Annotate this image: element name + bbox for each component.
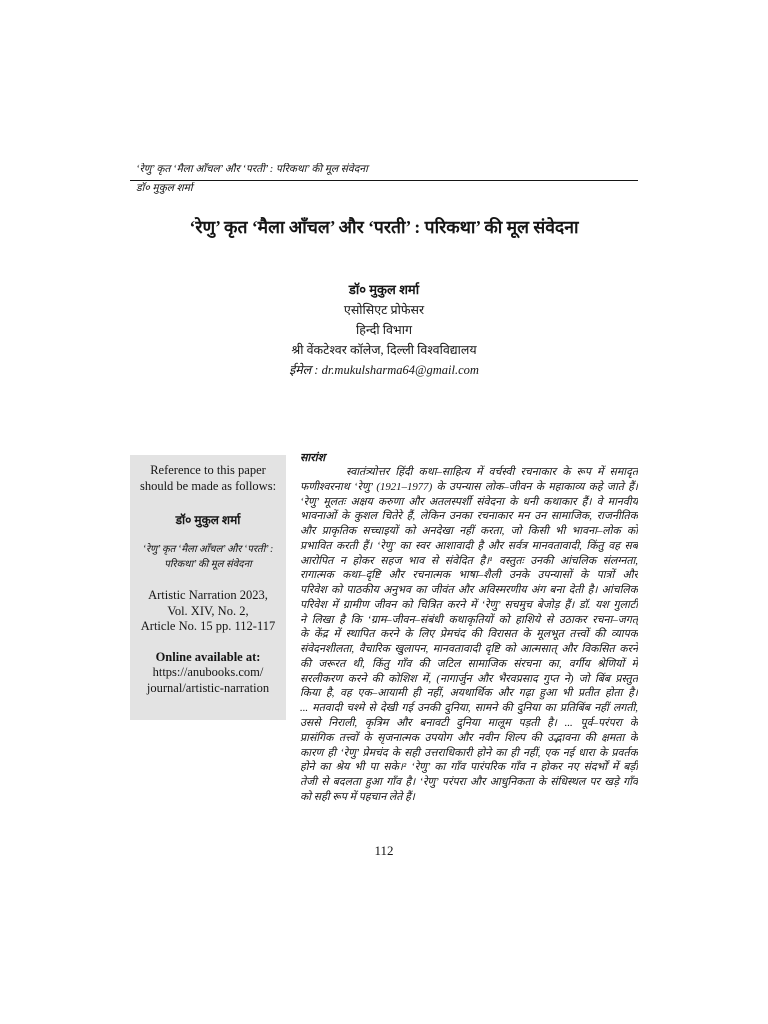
citation-box (130, 455, 286, 720)
author-department: हिन्दी विभाग (356, 323, 412, 337)
citation-url-line[interactable]: https://anubooks.com/ (152, 665, 264, 679)
citation-journal (134, 588, 282, 635)
online-available-label: Online available at: (155, 650, 261, 664)
email-label: ईमेल : (289, 363, 319, 377)
abstract-line: ‘रेणु’ मूलतः अक्षय करुणा और अतलस्पर्शी संवेदना के धनी कथाकार हैं। वे मानवीय (300, 495, 638, 508)
abstract-line: सरलीकरण करने की कोशिश में, (नागार्जुन और भैरवप्रसाद गुप्त ने) जो बिंब प्रस्तुत (300, 672, 638, 685)
abstract-line: संवेदनशीलता, वैचारिक खुलापन, मानवतावादी दृष्टि को आत्मसात् और विकसित करने (300, 643, 638, 656)
article-title: ‘रेणु’ कृत ‘मैला आँचल’ और ‘परती’ : परिकथा’ की मूल संवेदना (189, 217, 579, 237)
abstract-body (300, 465, 638, 805)
page-number: 112 (374, 843, 394, 858)
abstract-line: भावनाओं के कुशल चितेरे हैं, लेकिन उनका रचनाकार मन उन सामाजिक, राजनीतिक (300, 510, 638, 523)
author-email-line (164, 361, 604, 379)
abstract-line: और प्राकृतिक सच्चाइयों को अनदेखा नहीं करता, जो किसी भी भावना–लोक को (300, 525, 638, 538)
abstract-line: रागात्मक कथा–दृष्टि और रचनात्मक भाषा–शैली उनके उपन्यासों के पात्रों और (300, 569, 638, 582)
citation-url[interactable] (134, 665, 282, 696)
citation-journal-line: Artistic Narration 2023, (148, 588, 268, 602)
abstract-line: तेजी से बदलता हुआ गाँव है। ‘रेणु’ परंपरा और आधुनिकता के संधिस्थल पर खड़े गाँव (300, 776, 638, 789)
abstract-line: उससे निराली, कृत्रिम और बनावटी दुनिया मालूम पड़ती है। ... पूर्व–परंपरा के (300, 717, 638, 730)
abstract-line: को सही रूप में पहचान लेते हैं। (300, 790, 415, 803)
author-email[interactable]: dr.mukulsharma64@gmail.com (321, 363, 479, 377)
abstract-line: के केंद्र में स्थापित करने के लिए प्रेमचंद की विरासत के मूलभूत तत्त्वों की व्यापक (300, 628, 638, 641)
citation-article-title: ‘रेणु’ कृत ‘मैला आँचल’ और ‘परती’ : परिकथा’ की मूल संवेदना (142, 544, 274, 570)
abstract-line: ने लिखा है कि ‘ग्राम–जीवन–संबंधी कथाकृतियों को हाशिये से उठाकर रचना–जगत् (300, 613, 638, 626)
citation-url-line[interactable]: journal/artistic-narration (146, 680, 270, 695)
author-institution: श्री वेंकटेश्वर कॉलेज, दिल्ली विश्वविद्यालय (291, 343, 477, 357)
abstract-line: की जरूरत थी, किंतु गाँव की जटिल सामाजिक संरचना का, वर्गीय श्रेणियों में (300, 657, 638, 670)
abstract-line: परिवेश को पाठकीय अनुभव का जीवंत और अविस्मरणीय अंग बना देती है। आंचलिक (300, 584, 638, 597)
citation-heading: Reference to this paper should be made as follows: (139, 463, 277, 493)
author-designation: एसोसिएट प्रोफेसर (343, 303, 425, 317)
abstract-line: होने का श्रेय भी पा सके।² ‘रेणु’ का गाँव पारंपरिक गाँव न होकर नए संदर्भों में बड़ी (300, 761, 638, 774)
abstract-line: स्वातंत्र्योत्तर हिंदी कथा–साहित्य में वर्चस्वी रचनाकार के रूप में समादृत (346, 466, 638, 478)
citation-author: डॉ० मुकुल शर्मा (175, 513, 241, 527)
author-name: डॉ० मुकुल शर्मा (348, 282, 420, 297)
citation-journal-line: Vol. XIV, No. 2, (167, 603, 249, 618)
abstract-heading: सारांश (300, 452, 326, 464)
abstract-line: परिवेश में ग्रामीण जीवन को चित्रित करने में ‘रेणु’ सचमुच बेजोड़ हैं। डॉ. यश गुलाटी (300, 598, 638, 611)
header-rule (130, 180, 638, 181)
running-header-title: ‘रेणु’ कृत ‘मैला आँचल’ और ‘परती’ : परिकथा’ की मूल संवेदना (136, 164, 368, 175)
running-header-author: डॉ० मुकुल शर्मा (136, 183, 193, 194)
citation-journal-line: Article No. 15 pp. 112-117 (140, 619, 276, 633)
abstract-line: फणीश्वरनाथ ‘रेणु’ (1921–1977) के उपन्यास लोक–जीवन के महाकाव्य कहे जाते हैं। (300, 480, 638, 493)
abstract-line: प्रासंगिक तत्त्वों के सृजनात्मक उपयोग और नवीन शिल्प की उद्भावना की क्षमता के (300, 731, 638, 744)
abstract-line: आरोपित न होकर सहज भाव से संवेदित है।¹ वस्तुतः उनकी आंचलिक संलग्नता, (300, 554, 638, 567)
abstract-line: किया है, वह एक–आयामी ही नहीं, अयथार्थिक और गढ़ा हुआ भी प्रतीत होता है। (300, 687, 638, 700)
abstract-line: कारण ही ‘रेणु’ प्रेमचंद के सही उत्तराधिकारी होने का ही नहीं, एक नई धारा के प्रवर्तक (300, 746, 638, 759)
abstract-line: ... मतवादी चश्मे से देखी गई उनकी दुनिया, सामने की दुनिया का प्रतिबिंब नहीं लगती, (300, 702, 638, 715)
abstract-line: प्रभावित करती हैं। ‘रेणु’ का स्वर आशावादी है और सर्वत्र मानवतावादी, किंतु वह सब (300, 539, 638, 552)
